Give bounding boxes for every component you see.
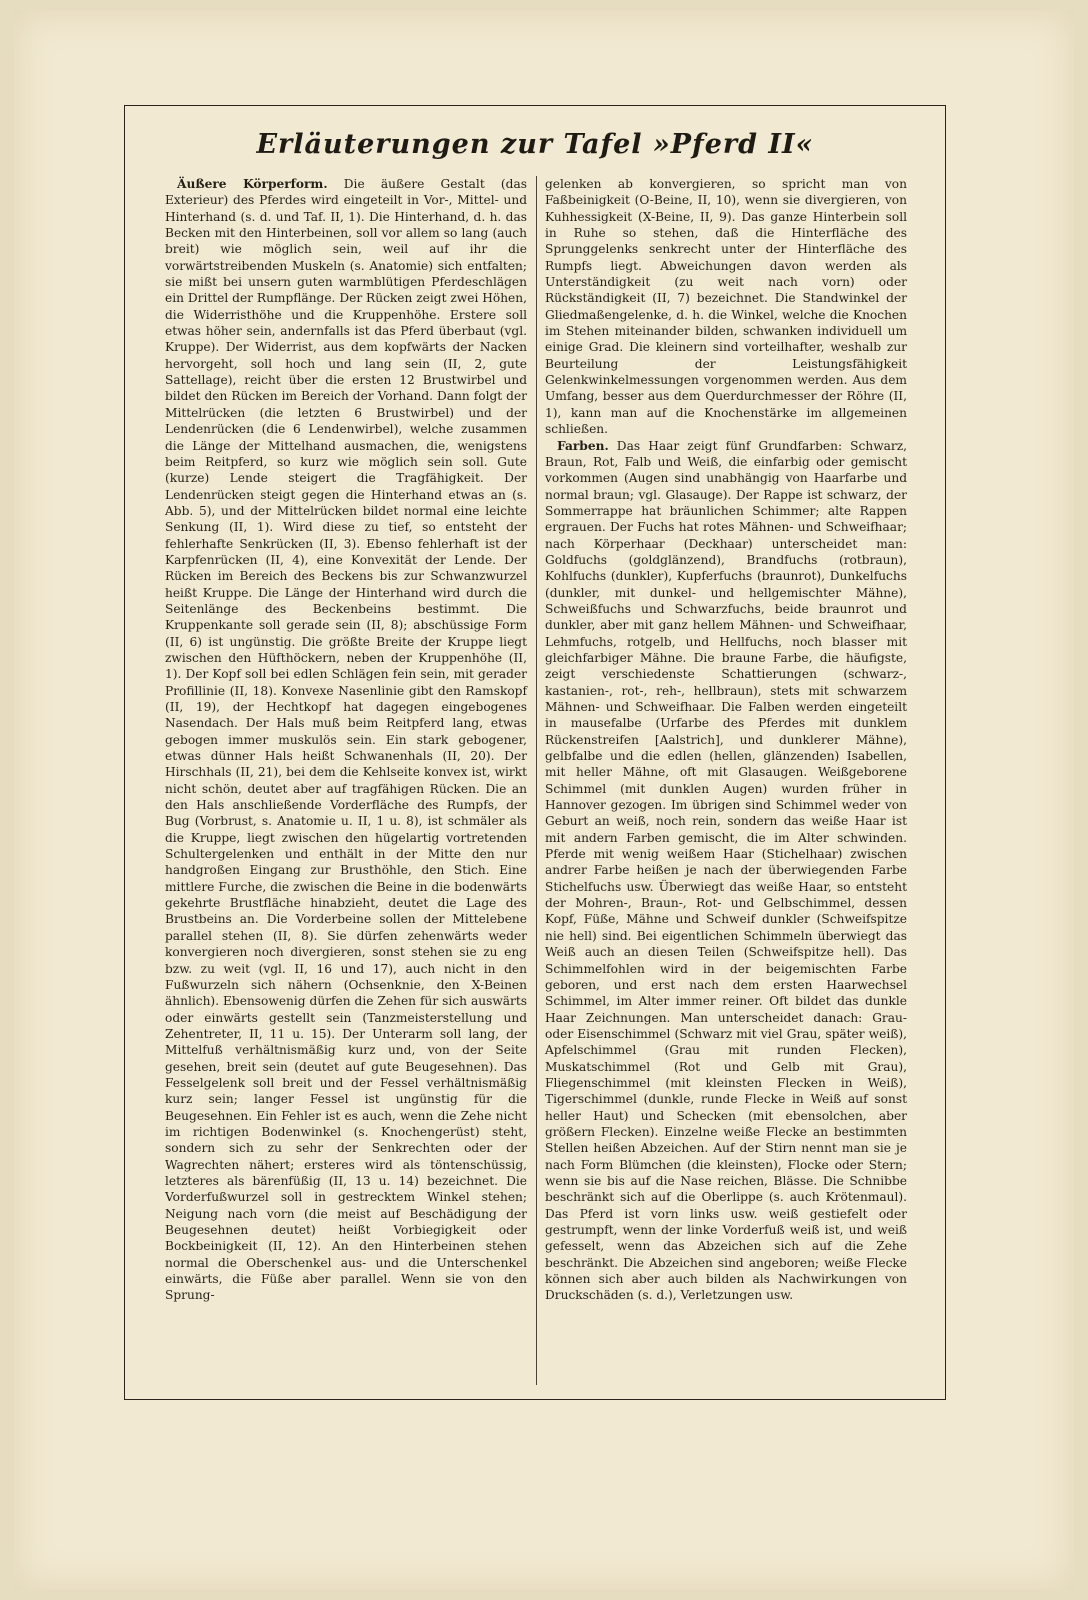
page-title: Erläuterungen zur Tafel »Pferd II« [256, 129, 814, 160]
paragraph-exterior [165, 176, 527, 1304]
right-column [545, 176, 907, 1304]
page-sheet [14, 10, 1074, 1590]
section-text-exterior: Die äußere Gestalt (das Exterieur) des Pferdes wird eingeteilt in Vor-, Mittel- und Hinterhand (s. d. und Taf. II, 1). Die Hinterhand, d. h. das Becken mit den Hinterbeinen, soll vor allem so lang (auch breit) wie möglich sein, weil auf ihr die vorwärtstreibenden Muskeln (s. Anatomie) sich entfalten; sie mißt bei unsern guten warmblütigen Pferdeschlägen ein Drittel der Rumpflänge. Der Rücken zeigt zwei Höhen, die Widerristhöhe und die Kruppenhöhe. Erstere soll etwas höher sein, andernfalls ist das Pferd überbaut (vgl. Kruppe). Der Widerrist, aus dem kopfwärts der Nacken hervorgeht, soll hoch und lang sein (II, 2, gute Sattellage), reicht über die ersten 12 Brustwirbel und bildet den Rücken im Bereich der Vorhand. Dann folgt der Mittelrücken (die letzten 6 Brustwirbel) und der Lendenrücken (die 6 Lendenwirbel), welche zusammen die Länge der Mittelhand ausmachen, die, wenigstens beim Reitpferd, so kurz wie möglich sein soll. Gute (kurze) Lende steigert die Tragfähigkeit. Der Lendenrücken steigt gegen die Hinterhand etwas an (s. Abb. 5), und der Mittelrücken bildet normal eine leichte Senkung (II, 1). Wird diese zu tief, so entsteht der fehlerhafte Senkrücken (II, 3). Ebenso fehlerhaft ist der Karpfenrücken (II, 4), eine Konvexität der Lende. Der Rücken im Bereich des Beckens bis zur Schwanzwurzel heißt Kruppe. Die Länge der Hinterhand wird durch die Seitenlänge des Beckenbeins bestimmt. Die Kruppenkante soll gerade sein (II, 8); abschüssige Form (II, 6) ist ungünstig. Die größte Breite der Kruppe liegt zwischen den Hüfthöckern, neben der Kruppenhöhe (II, 1). Der Kopf soll bei edlen Schlägen fein sein, mit gerader Profillinie (II, 18). Konvexe Nasenlinie gibt den Ramskopf (II, 19), der Hechtkopf hat dagegen eingebogenes Nasendach. Der Hals muß beim Reitpferd lang, etwas gebogen immer muskulös sein. Ein stark gebogener, etwas dünner Hals heißt Schwanenhals (II, 20). Der Hirschhals (II, 21), bei dem die Kehlseite konvex ist, wirkt nicht schön, deutet aber auf tragfähigen Rücken. Die an den Hals anschließende Vorderfläche des Rumpfs, der Bug (Vorbrust, s. Anatomie u. II, 1 u. 8), ist schmäler als die Kruppe, liegt zwischen den hügelartig vortretenden Schultergelenken und enthält in der Mitte den nur handgroßen Eingang zur Brusthöhle, den Stich. Eine mittlere Furche, die zwischen die Beine in die bodenwärts gekehrte Brustfläche hinabzieht, deutet die Lage des Brustbeins an. Die Vorderbeine sollen der Mittelebene parallel stehen (II, 8). Sie dürfen zehenwärts weder konvergieren noch divergieren, sonst stehen sie zu eng bzw. zu weit (vgl. II, 16 und 17), auch nicht in den Fußwurzeln sich nähern (Ochsenknie, den X-Beinen ähnlich). Ebensowenig dürfen die Zehen für sich auswärts oder einwärts gestellt sein (Tanzmeisterstellung und Zehentreter, II, 11 u. 15). Der Unterarm soll lang, der Mittelfuß verhältnismäßig kurz und, von der Seite gesehen, breit sein (deutet auf gute Beugesehnen). Das Fesselgelenk soll breit und der Fessel verhältnismäßig kurz sein; langer Fessel ist ungünstig für die Beugesehnen. Ein Fehler ist es auch, wenn die Zehe nicht im richtigen Bodenwinkel (s. Knochengerüst) steht, sondern sich zu sehr der Senkrechten oder der Wagrechten nähert; ersteres wird als töntenschüssig, letzteres als bärenfüßig (II, 13 u. 14) bezeichnet. Die Vorderfußwurzel soll in gestrecktem Winkel stehen; Neigung nach vorn (die meist auf Beschädigung der Beugesehnen deutet) heißt Vorbiegigkeit oder Bockbeinigkeit (II, 12). An den Hinterbeinen stehen normal die Oberschenkel aus- und die Unterschenkel einwärts, die Füße aber parallel. Wenn sie von den Sprung- [165, 177, 527, 1303]
section-heading-exterior: Äußere Körperform. [177, 177, 328, 191]
section-text-colors: Das Haar zeigt fünf Grundfarben: Schwarz, Braun, Rot, Falb und Weiß, die einfarbig oder gemischt vorkommen (Augen sind unabhängig von Haarfarbe und normal braun; vgl. Glasauge). Der Rappe ist schwarz, der Sommerrappe hat bräunlichen Schimmer; alte Rappen ergrauen. Der Fuchs hat rotes Mähnen- und Schweifhaar; nach Körperhaar (Deckhaar) unterscheidet man: Goldfuchs (goldglänzend), Brandfuchs (rotbraun), Kohlfuchs (dunkler), Kupferfuchs (braunrot), Dunkelfuchs (dunkler, mit dunkel- und hellgemischter Mähne), Schweißfuchs und Schwarzfuchs, beide braunrot und dunkler, aber mit ganz hellem Mähnen- und Schweifhaar, Lehmfuchs, rotgelb, und Hellfuchs, noch blasser mit gleichfarbiger Mähne. Die braune Farbe, die häufigste, zeigt verschiedenste Schattierungen (schwarz-, kastanien-, rot-, reh-, hellbraun), stets mit schwarzem Mähnen- und Schweifhaar. Die Falben werden eingeteilt in mausefalbe (Urfarbe des Pferdes mit dunklem Rückenstreifen [Aalstrich], und dunklerer Mähne), gelbfalbe und die edlen (hellen, glänzenden) Isabellen, mit heller Mähne, oft mit Glasaugen. Weißgeborene Schimmel (mit dunklen Augen) wurden früher in Hannover gezogen. Im übrigen sind Schimmel weder von Geburt an weiß, noch rein, sondern das weiße Haar ist mit andern Farben gemischt, die im Alter schwinden. Pferde mit wenig weißem Haar (Stichelhaar) zwischen andrer Farbe heißen je nach der überwiegenden Farbe Stichelfuchs usw. Überwiegt das weiße Haar, so entsteht der Mohren-, Braun-, Rot- und Gelbschimmel, dessen Kopf, Füße, Mähne und Schweif dunkler (Schweifspitze nie hell) sind. Bei eigentlichen Schimmeln überwiegt das Weiß auch an diesen Teilen (Schweifspitze hell). Das Schimmelfohlen wird in der beigemischten Farbe geboren, und erst nach dem ersten Haarwechsel Schimmel, im Alter immer reiner. Oft bildet das dunkle Haar Zeichnungen. Man unterscheidet danach: Grau- oder Eisenschimmel (Schwarz mit viel Grau, später weiß), Apfelschimmel (Grau mit runden Flecken), Muskatschimmel (Rot und Gelb mit Grau), Fliegenschimmel (mit kleinsten Flecken in Weiß), Tigerschimmel (dunkle, runde Flecke in Weiß auf sonst heller Haut) und Schecken (mit ebensolchen, aber größern Flecken). Einzelne weiße Flecke an bestimmten Stellen heißen Abzeichen. Auf der Stirn nennt man sie je nach Form Blümchen (die kleinsten), Flocke oder Stern; wenn sie bis auf die Nase reichen, Blässe. Die Schnibbe beschränkt sich auf die Oberlippe (s. auch Krötenmaul). Das Pferd ist vorn links usw. weiß gestiefelt oder gestrumpft, wenn der linke Vorderfuß weiß ist, und weiß gefesselt, wenn das Abzeichen sich auf die Zehe beschränkt. Die Abzeichen sind angeboren; weiße Flecke können sich aber auch bilden als Nachwirkungen von Druckschäden (s. d.), Verletzungen usw. [545, 438, 908, 1303]
column-divider [536, 176, 537, 1385]
left-column [165, 176, 527, 1304]
paragraph-continuation: gelenken ab konvergieren, so spricht man von Faßbeinigkeit (O-Beine, II, 10), wenn sie divergieren, von Kuhhessigkeit (X-Beine, II, 9). Das ganze Hinterbein soll in Ruhe so stehen, daß die Hinterfläche des Sprunggelenks senkrecht unter der Hinterfläche des Rumpfs liegt. Abweichungen davon werden als Unterständigkeit (zu weit nach vorn) oder Rückständigkeit (II, 7) bezeichnet. Die Standwinkel der Gliedmaßengelenke, d. h. die Winkel, welche die Knochen im Stehen miteinander bilden, schwanken individuell um einige Grad. Die kleinern sind vorteilhafter, weshalb zur Beurteilung der Leistungsfähigkeit Gelenkwinkelmessungen vorgenommen werden. Aus dem Umfang, besser aus dem Querdurchmesser der Röhre (II, 1), kann man auf die Knochenstärke im allgemeinen schließen. [545, 177, 907, 437]
plate-frame [124, 105, 946, 1400]
section-heading-colors: Farben. [557, 438, 609, 453]
paragraph-colors [545, 438, 907, 1304]
text-columns [125, 176, 945, 1385]
